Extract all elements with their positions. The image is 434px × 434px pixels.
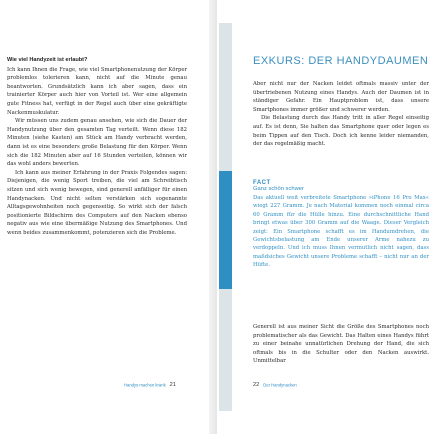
right-closing [253, 323, 429, 366]
left-heading: Wie viel Handyzeit ist erlaubt? [7, 57, 88, 63]
right-page-number: 22 [253, 381, 260, 388]
fact-body: Das aktuell weit verbreitete Smartphone »iPhone 16 Pro Max« wiegt 227 Gramm. Je nach Material kommen noch einmal circa 60 Gramm für die Hülle hinzu. Eine durchschnittliche Hand bringt etwas über 300 Gramm auf die Waage. Dieser Vergleich zeigt: Ein Smartphone schafft es im Handumdrehen, die Gewichtsbelastung am Ende unserer Arme nahezu zu verdoppeln. Und ich muss Ihnen vermutlich nicht sagen, dass maßdsiches Gewicht unsere Probleme schafft – nicht nur an der Hüfte. [253, 195, 429, 269]
right-paragraph-2: Die Belastung durch das Handy tritt in aller Regel einseitig auf. Es ist denn, Sie halten das Smartphone quer oder legen es beim Tippen auf den Tisch. Doch ich kenne leider niemanden, der das regelmäßig macht. [253, 115, 429, 148]
book-spine [209, 0, 217, 434]
left-paragraph-1: Ich kann Ihnen die Frage, wie viel Smartphonenutzung der Körper problemlos tolerieren kann, nicht auf die Minute genau beantworten. Grundsätzlich kann ich aber sagen, dass ein trainierter Körper auch hier von Vorteil ist. Wer eine allgemein gute Fitness hat, verfügt in der Regel auch über eine gekräftigte Nackenmuskulatur. [7, 66, 187, 116]
left-paragraph-2: Wir müssen uns zudem genau ansehen, wie sich die Dauer der Handynutzung über den gesamten Tag verteilt. Wenn diese 182 Minuten (siehe Kasten) am Stück am Handy verbracht werden, dann ist es eine besonders große Belastung für den Körper. Wenn sich die 182 Minuten aber auf 16 Stunden verteilen, können wir das wohl anders bewerten. [7, 118, 187, 168]
left-footer-label: Handys machen krank [124, 382, 166, 388]
right-paragraph-1: Aber nicht nur der Nacken leidet oftmals massiv unter der übertriebenen Nutzung eines Handys. Auch der Daumen ist in ständiger Gefahr. Ein Hauptproblem ist, dass unsere Smartphones immer größer und schwerer werden. [253, 81, 429, 113]
margin-bar-accent [219, 171, 232, 289]
left-folio [124, 376, 180, 394]
fact-label: FACT [253, 180, 271, 186]
left-paragraph-3: Ich kann aus meiner Erfahrung in der Praxis Folgendes sagen: Diejenigen, die wenig Sport treiben, die viel am Schreibtisch sitzen und sich wenig bewegen, sind generell anfälliger für einen Handynacken. Und nicht selten verstärken sich sogenannte Alltagsgewohnheiten noch gegenseitig. So wirkt sich der falsch positionierte Bildschirm des Computers auf den Nacken ebenso negativ aus wie eine übermäßige Nutzung des Smartphones. Und wenn beides zusammenkommt, potenzieren sich die Probleme. [7, 169, 187, 236]
right-intro [253, 80, 429, 149]
right-folio [249, 376, 297, 394]
right-footer-label: Der Handynacken [263, 382, 297, 388]
left-page-number: 21 [169, 381, 176, 388]
fact-title: Ganz schön schwer [253, 186, 304, 192]
left-body [7, 56, 187, 237]
right-paragraph-3: Generell ist aus meiner Sicht die Größe des Smartphones noch problematischer als das Gewicht. Das Halten eines Handys führt zu einer beinahe unnatürlichen Drehung der Hand, die sich oftmals bis in die Schulter oder den Nacken auswirkt. Unmittelbar [253, 324, 429, 365]
chapter-title: EXKURS: DER HANDYDAUMEN [253, 55, 429, 67]
fact-box [253, 180, 429, 270]
